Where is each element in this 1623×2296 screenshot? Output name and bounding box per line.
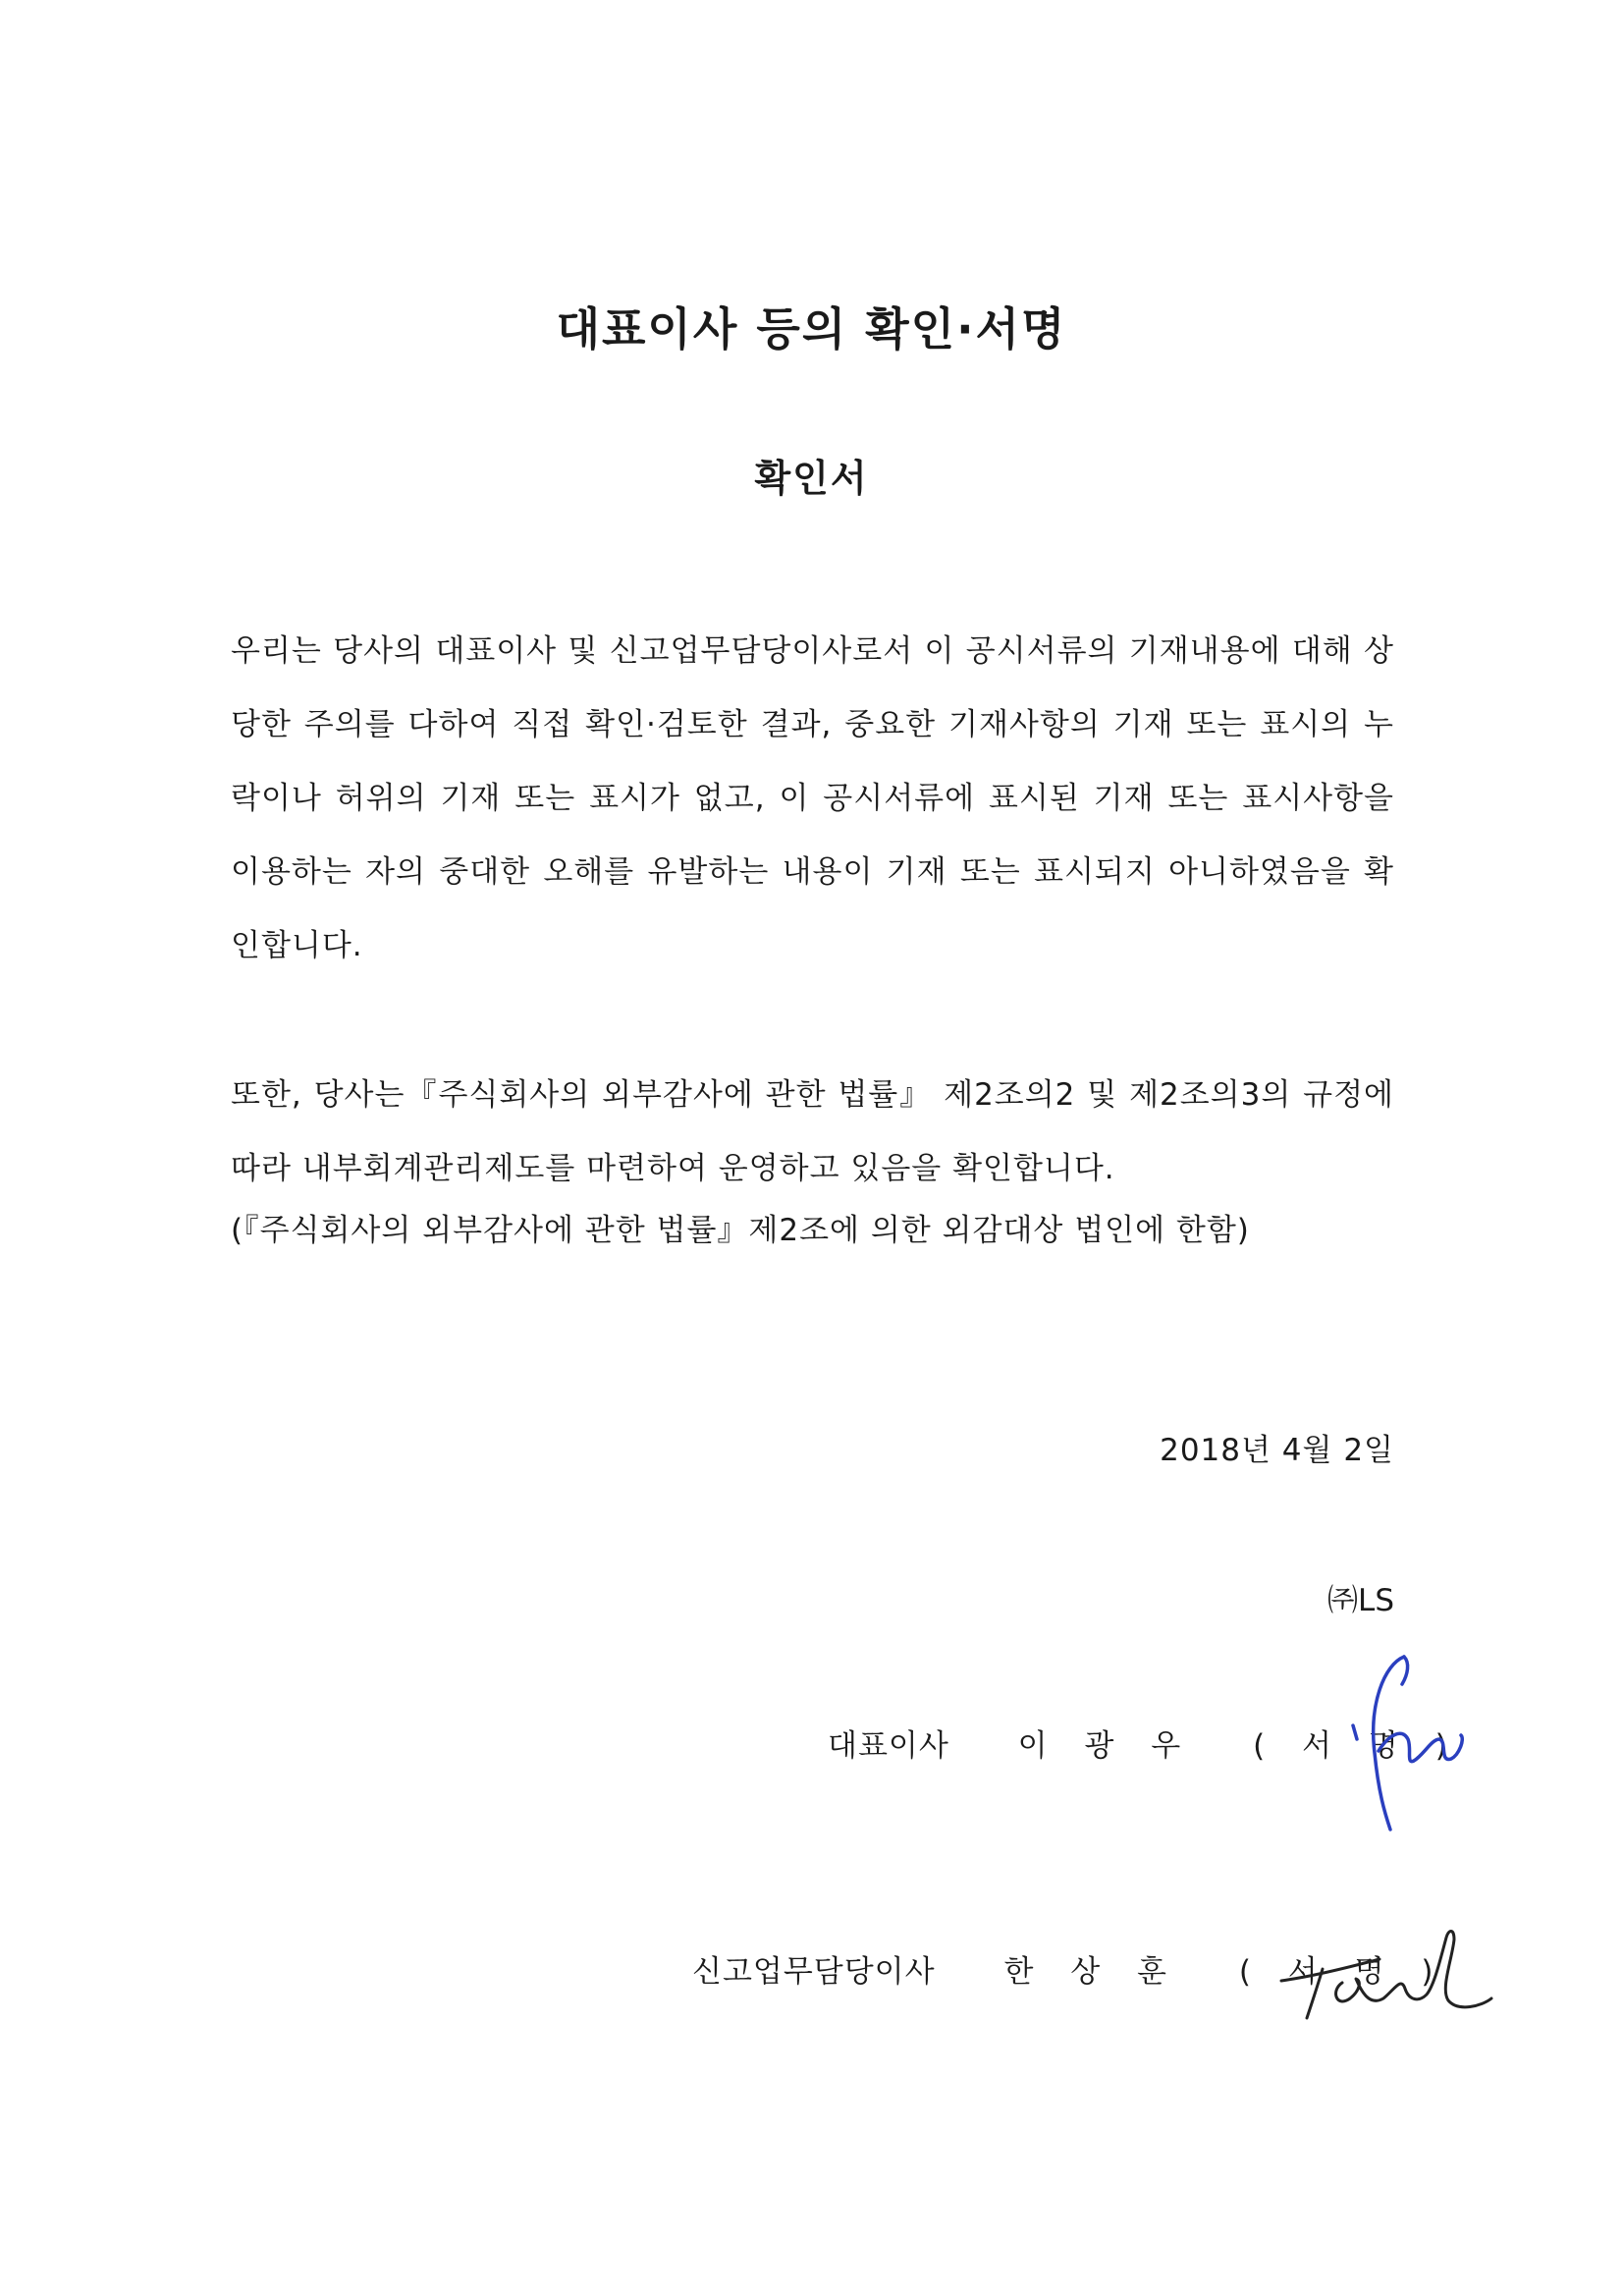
ceo-handwritten-signature [1345, 1645, 1473, 1841]
disclosure-officer-sign-mark: ( 서 명 ) [1238, 1954, 1447, 1990]
disclosure-officer-role-label: 신고업무담당이사 [692, 1954, 936, 1990]
company-name: ㈜LS [1327, 1583, 1394, 1618]
disclosure-officer-handwritten-signature [1271, 1920, 1497, 2028]
internal-control-paragraph: 또한, 당사는『주식회사의 외부감사에 관한 법률』 제2조의2 및 제2조의3의 규정에 따라 내부회계관리제도를 마련하여 운영하고 있음을 확인합니다. [231, 1077, 1394, 1186]
document-date: 2018년 4월 2일 [1160, 1433, 1394, 1468]
ceo-name: 이 광 우 [1017, 1728, 1195, 1764]
document-title: 대표이사 등의 확인·서명 [556, 302, 1067, 355]
ceo-role-label: 대표이사 [828, 1728, 949, 1764]
document-subtitle: 확인서 [754, 457, 869, 500]
ceo-sign-mark: ( 서 명 ) [1253, 1728, 1461, 1764]
ceo-signature-strokes [1353, 1657, 1462, 1830]
confirmation-paragraph: 우리는 당사의 대표이사 및 신고업무담당이사로서 이 공시서류의 기재내용에 대해 상당한 주의를 다하여 직접 확인·검토한 결과, 중요한 기재사항의 기재 또는 표시의 누락이나 허위의 기재 또는 표시가 없고, 이 공시서류에 표시된 기재 또는 표시사항을 이용하는 자의 중대한 오해를 유발하는 내용이 기재 또는 표시되지 아니하였음을 확인합니다. [231, 633, 1394, 963]
disclosure-officer-name: 한 상 훈 [1003, 1954, 1180, 1990]
disclosure-officer-signature-strokes [1281, 1932, 1491, 2019]
scope-note: (『주식회사의 외부감사에 관한 법률』제2조에 의한 외감대상 법인에 한함) [231, 1213, 1250, 1248]
